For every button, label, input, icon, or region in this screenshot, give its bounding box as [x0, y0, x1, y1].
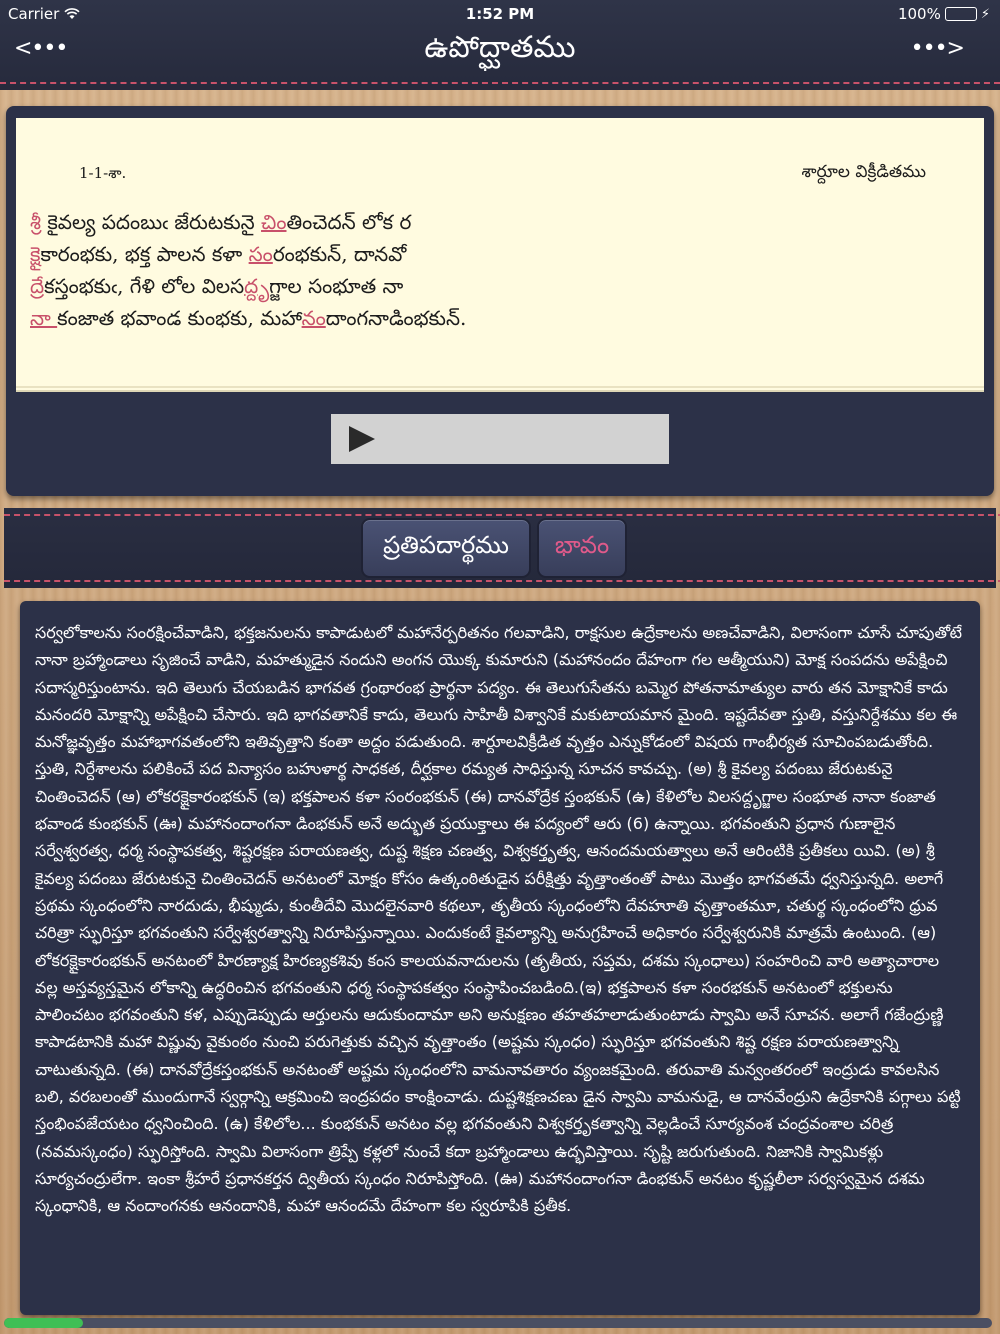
charging-icon: ⚡ — [980, 6, 990, 22]
verse-syllable-highlight[interactable]: చిం — [261, 210, 287, 234]
progress-fill — [4, 1318, 83, 1328]
battery-icon — [945, 7, 977, 21]
verse-number: 1-1-శా. — [79, 164, 127, 182]
verse-line — [30, 302, 466, 334]
tab-meaning[interactable]: భావం — [537, 518, 627, 578]
verse-syllable-highlight[interactable]: నం — [301, 306, 326, 330]
verse-syllable-highlight[interactable]: నా — [30, 306, 58, 330]
verse-meter: శార్దూల విక్రీడితము — [801, 162, 926, 182]
tab-word-meaning[interactable]: ప్రతిపదార్థము — [361, 518, 531, 578]
verse-panel — [6, 106, 994, 496]
status-battery — [898, 5, 990, 23]
play-icon[interactable] — [349, 426, 375, 452]
verse-line — [30, 238, 466, 270]
verse-syllable-highlight[interactable]: క్షై — [30, 242, 41, 266]
meaning-text-panel: సర్వలోకాలను సంరక్షించేవాడిని, భక్తజనులను కాపాడుటలో మహానేర్పరితనం గలవాడిని, రాక్షసుల ఉద్రేకాలను అణచేవాడిని, విలాసంగా చూసే చూపుతోటే నానా బ్రహ్మాండాలు సృజించే వాడిని, మహత్ముడైన నందుని అంగన యొక్క కుమారుని (మహానందం దేహంగా గల ఆత్మీయుని) మోక్ష సంపదను అపేక్షించి సదాస్మరిస్తుంటాను. ఇది తెలుగు చేయబడిన భాగవత గ్రంథారంభ ప్రార్థనా పద్యం. ఈ తెలుగుసేతను బమ్మెర పోతనామాత్యుల వారు తన మోక్షానికే కాదు మనందరి మోక్షాన్ని అపేక్షించి చేసారు. ఇది భాగవతానికే కాదు, తెలుగు సాహితీ విశ్వానికే మకుటాయమాన మైంది. ఇష్టదేవతా స్తుతి, వస్తునిర్దేశము కల ఈ మనోజ్ఞవృత్తం మహాభాగవతంలోని ఇతివృత్తాని కంతా అద్దం పడుతుంది. శార్దూలవిక్రీడిత వృత్తం ఎన్నుకోడంలో విషయ గాంభీర్యత సూచింపబడుతోంది. స్తుతి, నిర్దేశాలను పలికించే పద విన్యాసం బహుళార్థ సాధకత, దీర్ఘకాల రమ్యత సాధిస్తున్న సూచన కావచ్చు. (అ) శ్రీ కైవల్య పదంబు జేరుటకునై చింతించెదన్ (ఆ) లోకరక్షైకారంభకున్ (ఇ) భక్తపాలన కళా సంరంభకున్ (ఈ) దానవోద్రేక స్తంభకున్ (ఉ) కేళిలోల విలసద్దృగ్జాల సంభూత నానా కంజాత భవాండ కుంభకున్ (ఊ) మహానందాంగనా డింభకున్ అనే అద్భుత ప్రయుక్తాలు ఈ పద్యంలో ఆరు (6) ఉన్నాయి. భగవంతుని ప్రధాన గుణాలైన సర్వేశ్వరత్వ, ధర్మ సంస్థాపకత్వ, శిష్టరక్షణ పరాయణత్వ, దుష్ట శిక్షణ చణత్వ, విశ్వకర్తృత్వ, ఆనందమయత్వాలు అనే ఆరింటికి ప్రతీకలు యివి. (అ) శ్రీ కైవల్య పదంబు జేరుటకునై చింతించెదన్ అనటంలో మోక్షం కోసం ఉత్కంఠితుడైన పరీక్షిత్తు వృత్తాంతంతో పాటు మొత్తం భాగవతమే ధ్వనిస్తున్నది. అలాగే ప్రథమ స్కంధంలోని నారదుడు, భీష్ముడు, కుంతీదేవి మొదలైనవారి కథలూ, తృతీయ స్కంధంలోని దేవహూతి వృత్తాంతమూ, చతుర్థ స్కంధంలోని ధ్రువ చరిత్రా స్ఫురిస్తూ భగవంతుని సర్వేశ్వరత్వాన్ని నిరూపిస్తున్నాయి. ఎందుకంటే కైవల్యాన్ని అనుగ్రహించే అధికారం సర్వేశ్వరునికి మాత్రమే ఉంటుంది. (ఆ) లోకరక్షైకారంభకున్ అనటంలో హిరణ్యాక్ష హిరణ్యకశివు కంస కాలయవనాదులను (తృతీయ, సప్తమ, దశమ స్కంధాలు) సంహరించి వారి అత్యాచారాల వల్ల అస్తవ్యస్తమైన లోకాన్ని ఉద్ధరించిన భగవంతుని ధర్మ సంస్థాపకత్వం సంస్థాపించబడింది.(ఇ) భక్తపాలన కళా సంరభకున్ అనటంలో భక్తులను పాలించటం భగవంతుని కళ, ఎప్పుడెప్పుడు ఆర్తులను ఆదుకుందామా అని అనుక్షణం తహతహలాడుతుంటాడు స్వామి అనే సూచన. అలాగే గజేంద్రుణ్ణి కాపాడటానికి మహా విష్ణువు వైకుంఠం నుంచి పరుగెత్తుకు వచ్చిన వృత్తాంతం (అష్టమ స్కంధం) స్ఫురిస్తూ భగవంతుని శిష్ట రక్షణ పరాయణత్వాన్ని చాటుతున్నది. (ఈ) దానవోద్రేకస్తంభకున్ అనటంతో అష్టమ స్కంధంలోని వామనావతారం వ్యంజకమైంది. తరువాతి మన్వంతరంలో ఇంద్రుడు కావలసిన బలి, వరబలంతో ముందుగానే స్వర్గాన్ని ఆక్రమించి ఇంద్రపదం కాంక్షించాడు. దుష్టశిక్షణచణు డైన స్వామి వామనుడై, ఆ దానవేంద్రుని ఉద్రేకానికి పగ్గాలు పట్టి స్తంభింపజేయటం ధ్వనించింది. (ఉ) కేళిలోల... కుంభకున్ అనటం వల్ల భగవంతుని విశ్వకర్తృకత్వాన్ని వెల్లడించే సూర్యవంశ చంద్రవంశాల చరిత్ర (నవమస్కంధం) స్ఫురిస్తోంది. స్వామి విలాసంగా త్రిప్పే కళ్లలో నుంచే కదా బ్రహ్మాండాలు ఉద్భవిస్తాయి. సృష్టి జరుగుతుంది. నిజానికి స్వామికళ్లు సూర్యచంద్రులేగా. ఇంకా శ్రీహరే ప్రధానకర్తన ద్వితీయ స్కంధం నిరూపిస్తోంది. (ఊ) మహానందాంగనా డింభకున్ అనటం కృష్ణలీలా సర్వస్వమైన దశమ స్కంధానికి, ఆ నందాంగనకు ఆనందానికి, మహా ఆనందమే దేహంగా కల స్వరూపికి ప్రతీక. — [20, 601, 980, 1315]
verse-text: కంజాత భవాండ కుంభకు, మహా — [57, 306, 302, 330]
stitch-divider — [0, 82, 1000, 84]
verse-text: రంభకున్, దానవో — [272, 242, 407, 266]
verse-line — [30, 270, 466, 302]
reading-progress-bar — [4, 1318, 992, 1328]
verse-syllable-highlight[interactable]: ద్రే — [30, 274, 45, 298]
battery-label: 100% — [897, 5, 941, 23]
verse-syllable-highlight[interactable]: ద్దృ — [244, 274, 270, 298]
back-button[interactable]: <••• — [14, 36, 68, 61]
carrier-label: Carrier — [8, 5, 60, 23]
verse-text: తించెదన్ లోక ర — [286, 210, 412, 234]
verse-text: కారంభకు, భక్త పాలన కళా — [40, 242, 249, 266]
verse-syllable-highlight[interactable]: సం — [248, 242, 273, 266]
verse-text: కస్తంభకుఁ, గేళి లోల విలస — [44, 274, 245, 298]
verse-lines — [30, 206, 466, 334]
verse-text: కైవల్య పదంబుఁ జేరుటకునై — [41, 210, 262, 234]
verse-text: గ్జాల సంభూత నా — [269, 274, 404, 298]
verse-text: దాంగనాడింభకున్. — [325, 306, 467, 330]
stitch-divider — [4, 580, 1000, 582]
tab-strip — [4, 508, 996, 588]
navigation-bar — [0, 0, 1000, 90]
forward-button[interactable]: •••> — [910, 36, 964, 61]
stitch-divider — [4, 514, 1000, 516]
audio-player[interactable] — [331, 414, 669, 464]
verse-line — [30, 206, 466, 238]
verse-paper — [16, 118, 984, 386]
status-time: 1:52 PM — [465, 5, 535, 23]
page-title: ఉపోద్ఘాతము — [424, 30, 576, 65]
verse-syllable-highlight[interactable]: శ్రీ — [30, 210, 41, 234]
